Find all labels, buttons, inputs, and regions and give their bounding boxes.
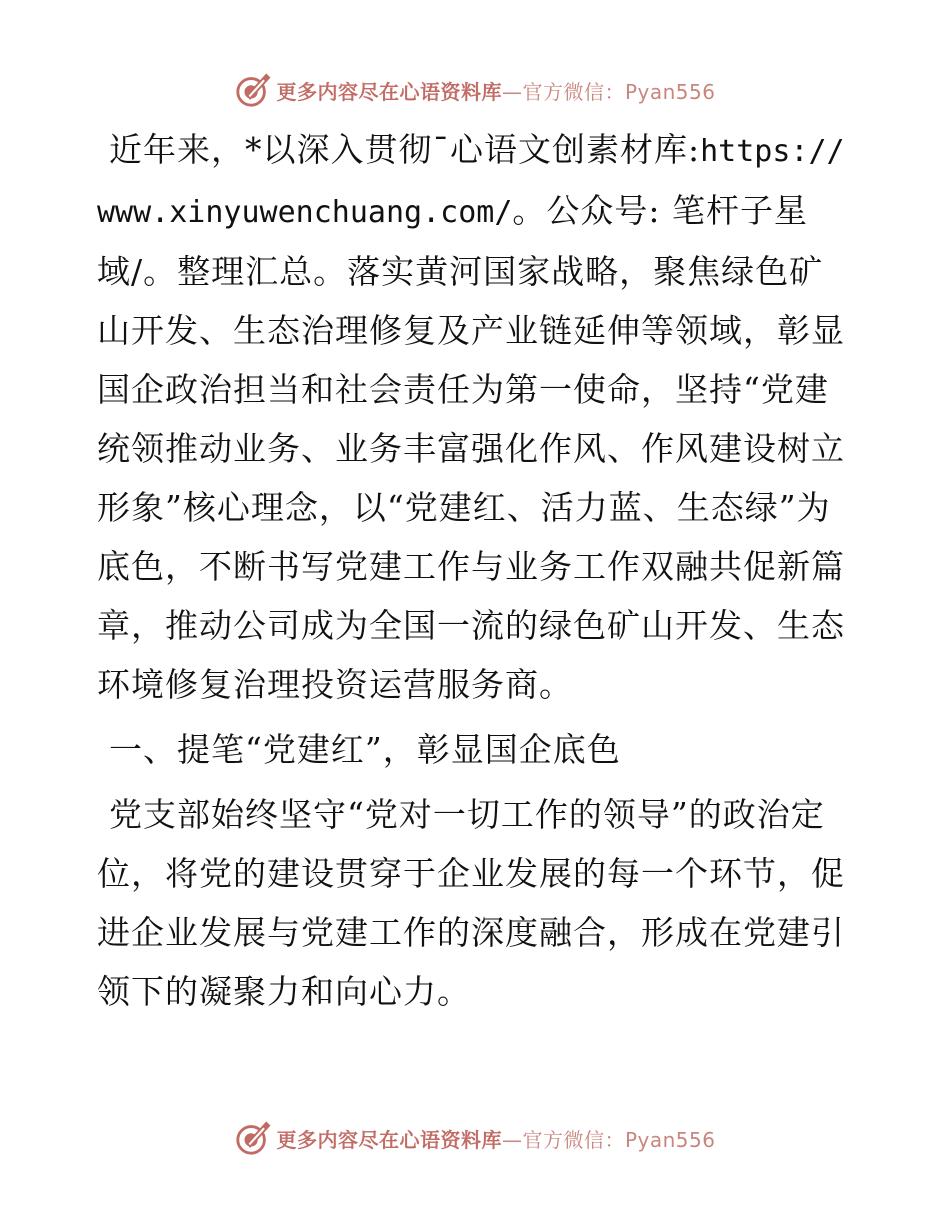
intro-text-source: 心语文创素材库: <box>450 130 701 169</box>
header-watermark <box>0 70 950 110</box>
pen-logo-icon <box>234 71 272 109</box>
intro-text-rest: 。公众号: 笔杆子星域/。整理汇总。落实黄河国家战略，聚焦绿色矿山开发、生态治理修复及产业链延伸等领域，彰显国企政治担当和社会责任为第一使命，坚持“党建统领推动业务、业务丰富强化作风、作风建设树立形象”核心理念，以“党建红、活力蓝、生态绿”为底色，不断书写党建工作与业务工作双融共促新篇章，推动公司成为全国一流的绿色矿山开发、生态环境修复治理投资运营服务商。 <box>97 191 845 704</box>
watermark-separator: — <box>501 79 523 104</box>
watermark-text <box>276 76 715 105</box>
pen-logo-icon <box>234 1119 272 1157</box>
intro-mark: ¯ <box>432 130 450 169</box>
intro-paragraph <box>97 120 857 714</box>
intro-url: https://www.xinyuwenchuang.com/ <box>97 134 845 230</box>
watermark-contact: 官方微信：Pyan556 <box>522 79 716 104</box>
footer-watermark <box>0 1118 950 1158</box>
body-paragraph: 党支部始终坚守“党对一切工作的领导”的政治定位，将党的建设贯穿于企业发展的每一个环节，促进企业发展与党建工作的深度融合，形成在党建引领下的凝聚力和向心力。 <box>97 795 845 1011</box>
watermark-brand: 更多内容尽在心语资料库 <box>276 79 502 104</box>
document-body <box>97 120 857 1027</box>
watermark-separator: — <box>501 1127 523 1152</box>
section-heading: 一、提笔“党建红”，彰显国企底色 <box>109 730 621 769</box>
intro-text-start: 近年来，*以深入贯彻 <box>109 130 433 169</box>
watermark-brand: 更多内容尽在心语资料库 <box>276 1127 502 1152</box>
watermark-contact: 官方微信：Pyan556 <box>522 1127 716 1152</box>
watermark-text <box>276 1124 715 1153</box>
